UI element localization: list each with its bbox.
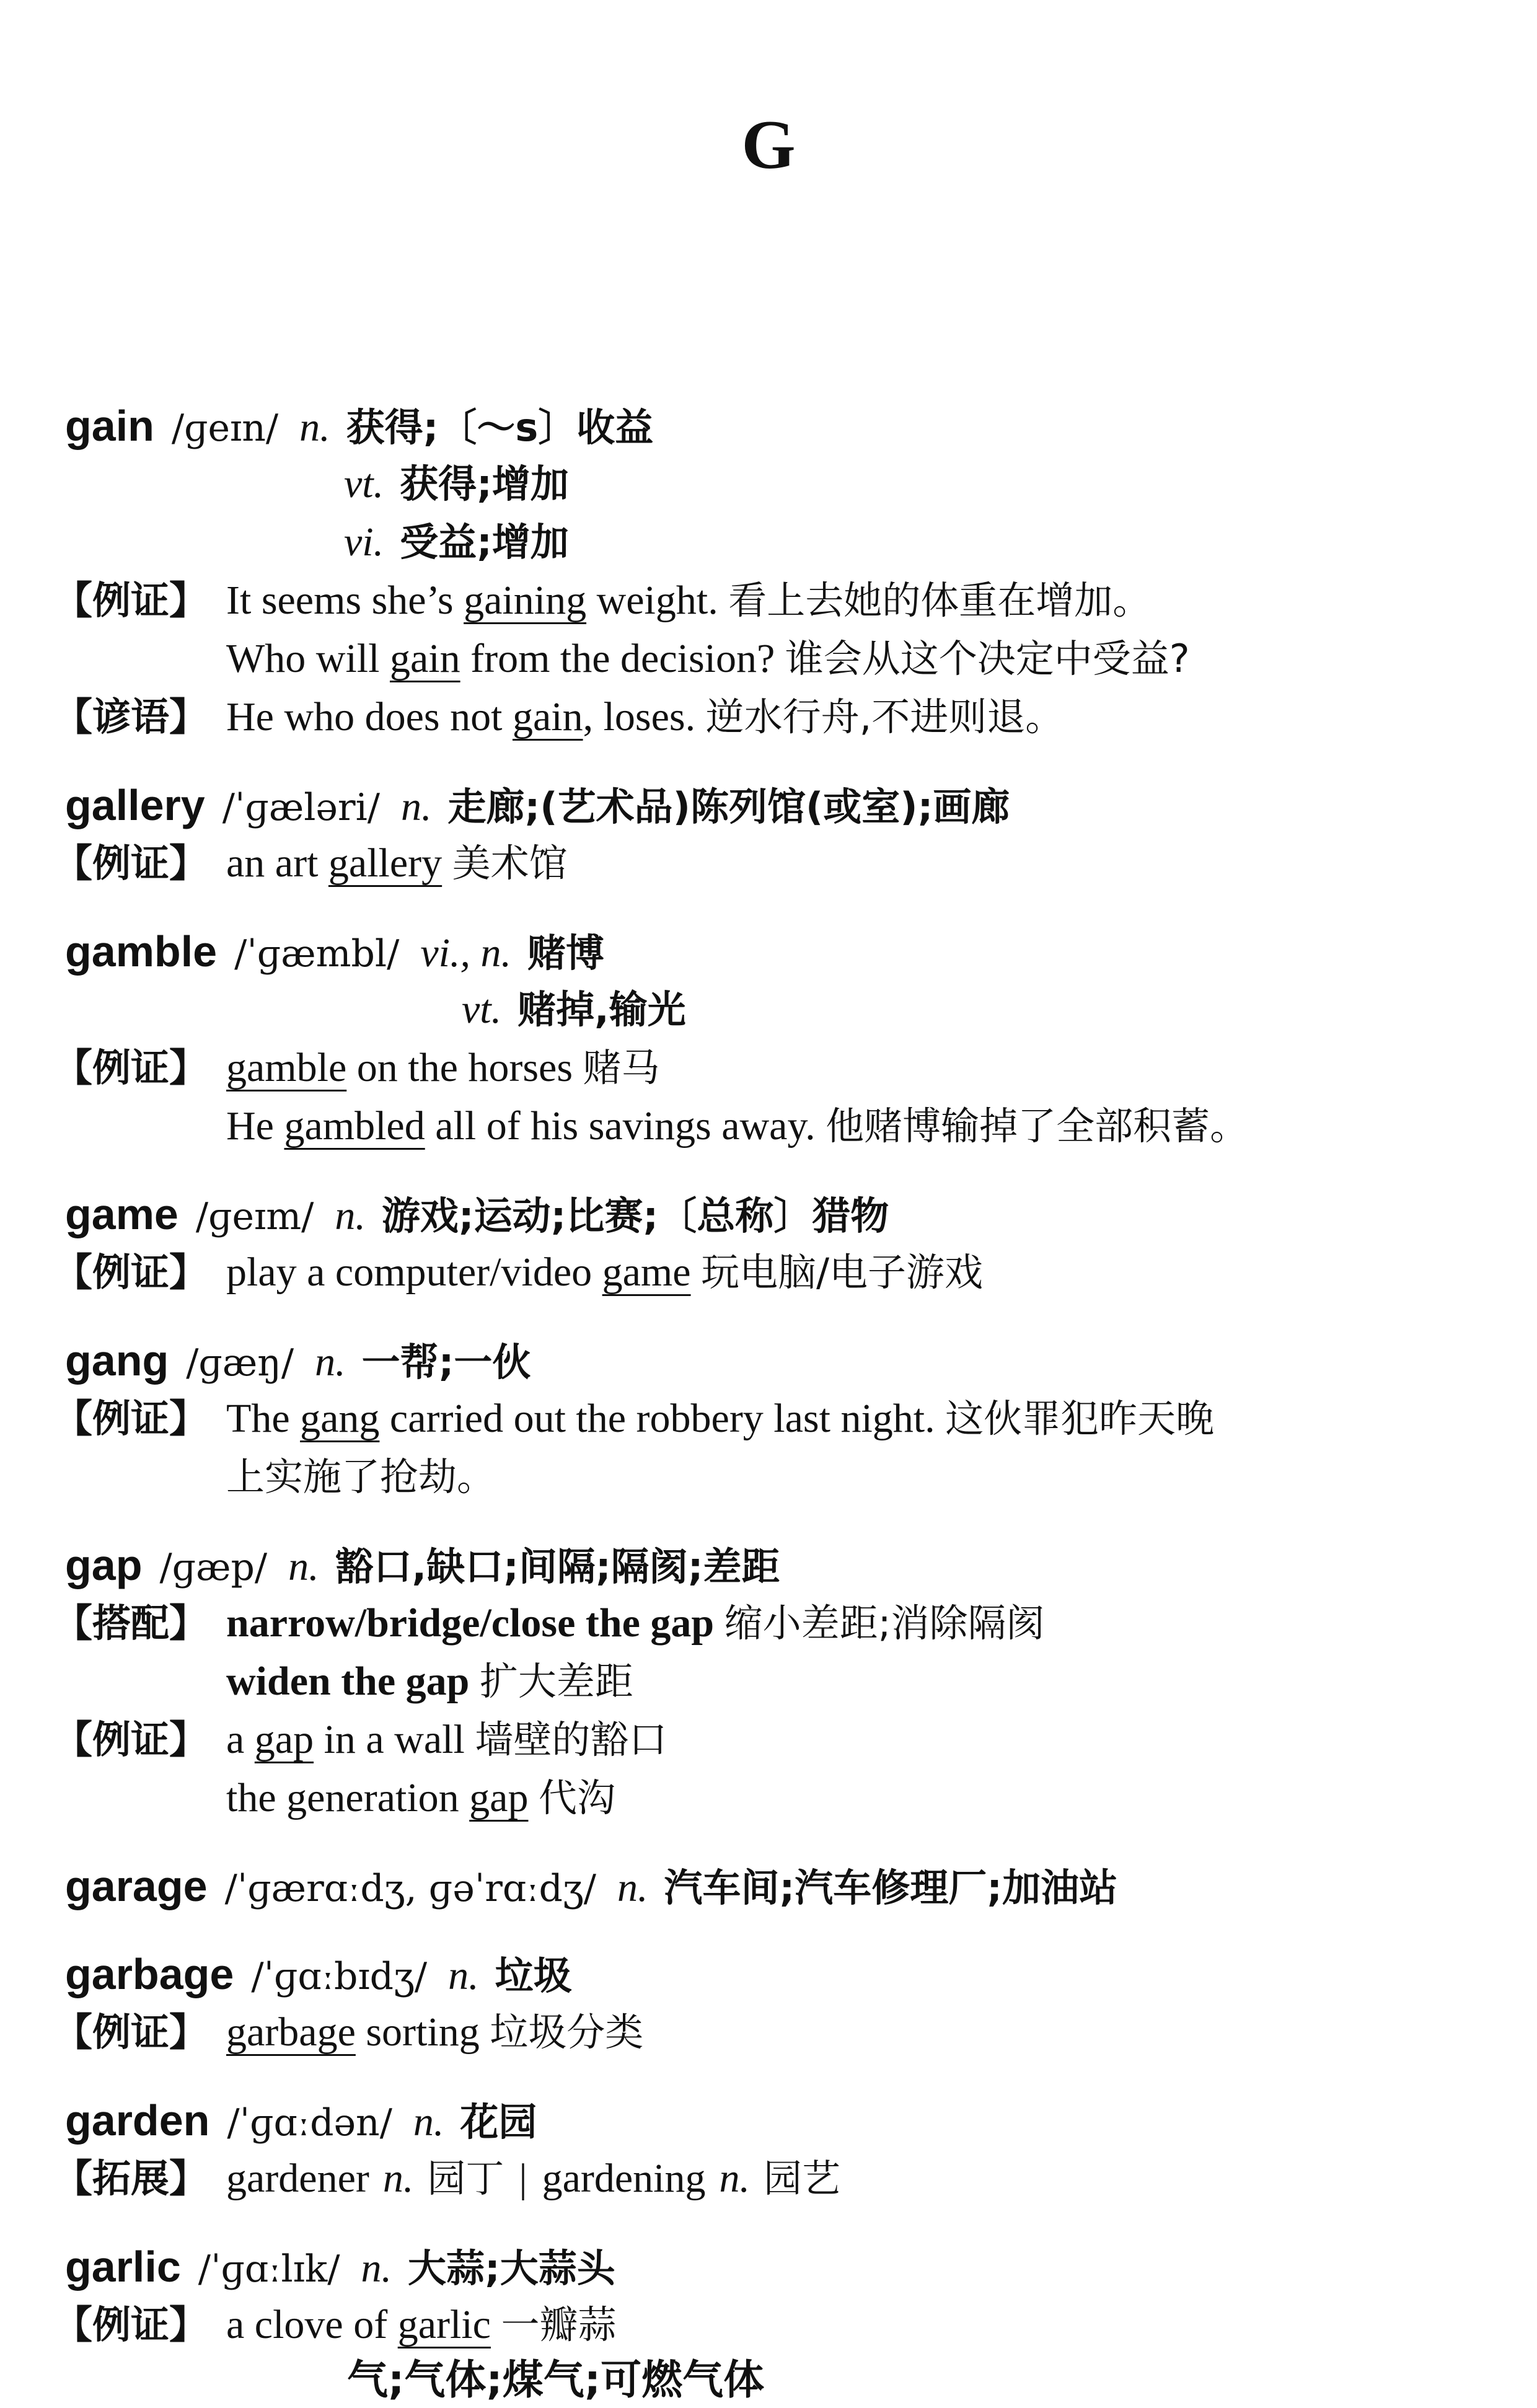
entry-garage xyxy=(65,1857,1491,1915)
example-line xyxy=(54,834,1491,893)
part-of-speech: n. xyxy=(401,784,432,829)
phonetic: /ˈɡæmbl/ xyxy=(234,932,400,976)
example-text: an art xyxy=(226,840,328,886)
proverb-translation: 逆水行舟,不进则退。 xyxy=(705,694,1064,739)
proverb-keyword: gain xyxy=(512,694,583,739)
example-translation: 代沟 xyxy=(538,1775,615,1820)
extension-tag: 【拓展】 xyxy=(54,2156,208,2201)
example-keyword: gap xyxy=(254,1717,314,1762)
phonetic: /ˈɡæləri/ xyxy=(222,786,380,829)
phonetic: /ˈɡærɑːdʒ, ɡəˈrɑːdʒ/ xyxy=(224,1867,597,1910)
definition: 一帮;一伙 xyxy=(361,1339,531,1385)
example-text: Who will xyxy=(226,636,390,681)
example-keyword: gap xyxy=(469,1775,529,1820)
example-line xyxy=(65,630,1491,688)
example-text: He xyxy=(226,1103,284,1149)
definition: 赌博 xyxy=(527,930,604,976)
phonetic: /ˈɡɑːlɪk/ xyxy=(198,2247,340,2291)
entry-gallery xyxy=(54,776,1491,893)
example-text: a xyxy=(226,1717,255,1762)
headword: garage xyxy=(65,1862,208,1910)
definition: 获得;〔～s〕收益 xyxy=(346,405,654,450)
proverb-tag: 【谚语】 xyxy=(54,694,208,739)
example-keyword: gain xyxy=(389,636,460,681)
part-of-speech: n. xyxy=(335,1193,366,1238)
definition: 获得;增加 xyxy=(400,461,569,506)
example-text: The xyxy=(226,1396,301,1441)
example-translation: 赌马 xyxy=(583,1045,660,1090)
headword: game xyxy=(65,1190,178,1238)
example-tag: 【例证】 xyxy=(54,1045,208,1090)
example-translation: 上实施了抢劫。 xyxy=(226,1454,496,1499)
headword: gallery xyxy=(65,781,205,829)
extension-line xyxy=(54,2150,1491,2208)
definition-line xyxy=(65,922,1491,981)
entry-garlic xyxy=(54,2238,1491,2354)
example-text: on the horses xyxy=(346,1045,573,1090)
example-translation: 垃圾分类 xyxy=(490,2009,644,2055)
part-of-speech: n. xyxy=(361,2246,392,2291)
example-line xyxy=(54,2003,1491,2062)
example-keyword: gamble xyxy=(226,1045,347,1090)
example-line xyxy=(54,1711,1491,1769)
definition: 大蒜;大蒜头 xyxy=(407,2246,615,2291)
example-line xyxy=(54,571,1491,630)
definition-line xyxy=(65,513,1491,571)
example-text: all of his savings away. xyxy=(425,1103,816,1149)
example-translation: 这伙罪犯昨天晚 xyxy=(945,1396,1215,1441)
definition-line xyxy=(65,397,1491,455)
example-translation: 谁会从这个决定中受益? xyxy=(785,636,1190,681)
collocation-translation: 缩小差距;消除隔阂 xyxy=(724,1600,1045,1646)
example-translation: 玩电脑/电子游戏 xyxy=(701,1250,983,1295)
example-line xyxy=(65,1097,1491,1155)
entry-gamble xyxy=(54,922,1491,1155)
example-tag: 【例证】 xyxy=(54,1717,208,1762)
example-text: in a wall xyxy=(314,1717,465,1762)
example-keyword: game xyxy=(602,1250,691,1295)
example-line xyxy=(54,2296,1491,2354)
part-of-speech: n. xyxy=(413,2099,444,2145)
definition-line xyxy=(65,2238,1491,2296)
derived-word: gardening xyxy=(542,2156,706,2201)
entry-gain xyxy=(54,397,1491,746)
example-tag: 【例证】 xyxy=(54,1250,208,1295)
example-line xyxy=(65,1448,1491,1506)
part-of-speech: n. xyxy=(315,1339,346,1385)
part-of-speech: n. xyxy=(288,1544,319,1589)
example-line xyxy=(54,1390,1491,1448)
example-tag: 【例证】 xyxy=(54,2302,208,2347)
definition-line xyxy=(65,455,1491,513)
example-tag: 【例证】 xyxy=(54,1396,208,1441)
entry-game xyxy=(54,1185,1491,1302)
part-of-speech: vi. xyxy=(344,519,384,565)
entry-gap xyxy=(54,1536,1491,1827)
headword: garlic xyxy=(65,2243,181,2291)
collocation-line xyxy=(65,1652,1491,1711)
definition: 游戏;运动;比赛;〔总称〕猎物 xyxy=(381,1193,889,1238)
part-of-speech: n. xyxy=(299,405,330,450)
derived-translation: 园艺 xyxy=(763,2156,840,2201)
collocation-text: widen the gap xyxy=(226,1659,470,1704)
entry-garbage xyxy=(54,1945,1491,2062)
headword: gain xyxy=(65,402,154,450)
example-text: from the decision? xyxy=(460,636,775,681)
example-text: a clove of xyxy=(226,2302,398,2347)
part-of-speech: vt. xyxy=(462,987,502,1032)
derived-translation: 园丁 xyxy=(427,2156,504,2201)
part-of-speech: n. xyxy=(448,1953,479,1998)
phonetic: /ɡeɪn/ xyxy=(171,407,279,450)
example-line xyxy=(54,1039,1491,1097)
definition: 受益;增加 xyxy=(400,519,569,565)
example-tag: 【例证】 xyxy=(54,2009,208,2055)
example-keyword: gang xyxy=(300,1396,380,1441)
definition-line xyxy=(65,1857,1491,1915)
collocation-line xyxy=(54,1594,1491,1652)
derived-word: gardener xyxy=(226,2156,369,2201)
headword: garbage xyxy=(65,1950,234,1998)
part-of-speech: n. xyxy=(382,2156,414,2201)
example-keyword: gambled xyxy=(284,1103,425,1149)
definition-line xyxy=(65,2091,1491,2150)
example-text: weight. xyxy=(586,578,718,623)
example-tag: 【例证】 xyxy=(54,840,208,886)
collocation-translation: 扩大差距 xyxy=(479,1659,633,1704)
separator: | xyxy=(519,2156,527,2201)
proverb-text: He who does not xyxy=(226,694,513,739)
entry-garden xyxy=(54,2091,1491,2208)
proverb-text: , loses. xyxy=(583,694,696,739)
part-of-speech: vt. xyxy=(344,461,384,506)
entry-list xyxy=(54,397,1491,2384)
example-keyword: gallery xyxy=(328,840,443,886)
proverb-line xyxy=(54,688,1491,746)
part-of-speech: vi., n. xyxy=(420,930,511,976)
definition-line xyxy=(65,1945,1491,2003)
definition-line xyxy=(65,1185,1491,1243)
entry-gang xyxy=(54,1331,1491,1506)
example-translation: 看上去她的体重在增加。 xyxy=(728,578,1152,623)
phonetic: /ˈɡɑːdən/ xyxy=(227,2101,392,2145)
cutoff-entry-line: 气;气体;煤气;可燃气体 xyxy=(347,2356,765,2404)
definition-line xyxy=(65,1331,1491,1390)
definition: 花园 xyxy=(460,2099,537,2145)
example-text: play a computer/video xyxy=(226,1250,602,1295)
example-keyword: gaining xyxy=(464,578,587,623)
example-line xyxy=(65,1769,1491,1827)
example-tag: 【例证】 xyxy=(54,578,208,623)
headword: gap xyxy=(65,1541,143,1589)
example-keyword: garbage xyxy=(226,2009,356,2055)
headword: garden xyxy=(65,2096,210,2145)
example-translation: 墙壁的豁口 xyxy=(475,1717,667,1762)
example-line xyxy=(54,1243,1491,1302)
example-translation: 美术馆 xyxy=(452,840,568,886)
definition: 赌掉,输光 xyxy=(517,987,686,1032)
collocation-text: narrow/bridge/close the gap xyxy=(226,1600,715,1646)
headword: gamble xyxy=(65,927,218,976)
definition-line xyxy=(65,981,1491,1039)
phonetic: /ɡeɪm/ xyxy=(195,1195,314,1238)
definition: 垃圾 xyxy=(495,1953,572,1998)
definition: 豁口,缺口;间隔;隔阂;差距 xyxy=(335,1544,780,1589)
definition: 汽车间;汽车修理厂;加油站 xyxy=(664,1865,1118,1910)
definition-line xyxy=(65,1536,1491,1594)
example-translation: 一瓣蒜 xyxy=(501,2302,617,2347)
collocation-tag: 【搭配】 xyxy=(54,1600,208,1646)
part-of-speech: n. xyxy=(719,2156,750,2201)
phonetic: /ɡæp/ xyxy=(159,1546,268,1589)
example-text: the generation xyxy=(226,1775,470,1820)
example-text: sorting xyxy=(355,2009,480,2055)
phonetic: /ˈɡɑːbɪdʒ/ xyxy=(251,1955,428,1998)
definition-line xyxy=(65,776,1491,834)
part-of-speech: n. xyxy=(617,1865,648,1910)
example-translation: 他赌博输掉了全部积蓄。 xyxy=(826,1103,1249,1149)
example-text: carried out the robbery last night. xyxy=(379,1396,935,1441)
section-letter: G xyxy=(741,107,796,183)
example-text: It seems she’s xyxy=(226,578,464,623)
example-keyword: garlic xyxy=(397,2302,491,2347)
phonetic: /ɡæŋ/ xyxy=(186,1341,294,1385)
definition: 走廊;(艺术品)陈列馆(或室);画廊 xyxy=(447,784,1010,829)
headword: gang xyxy=(65,1336,169,1385)
